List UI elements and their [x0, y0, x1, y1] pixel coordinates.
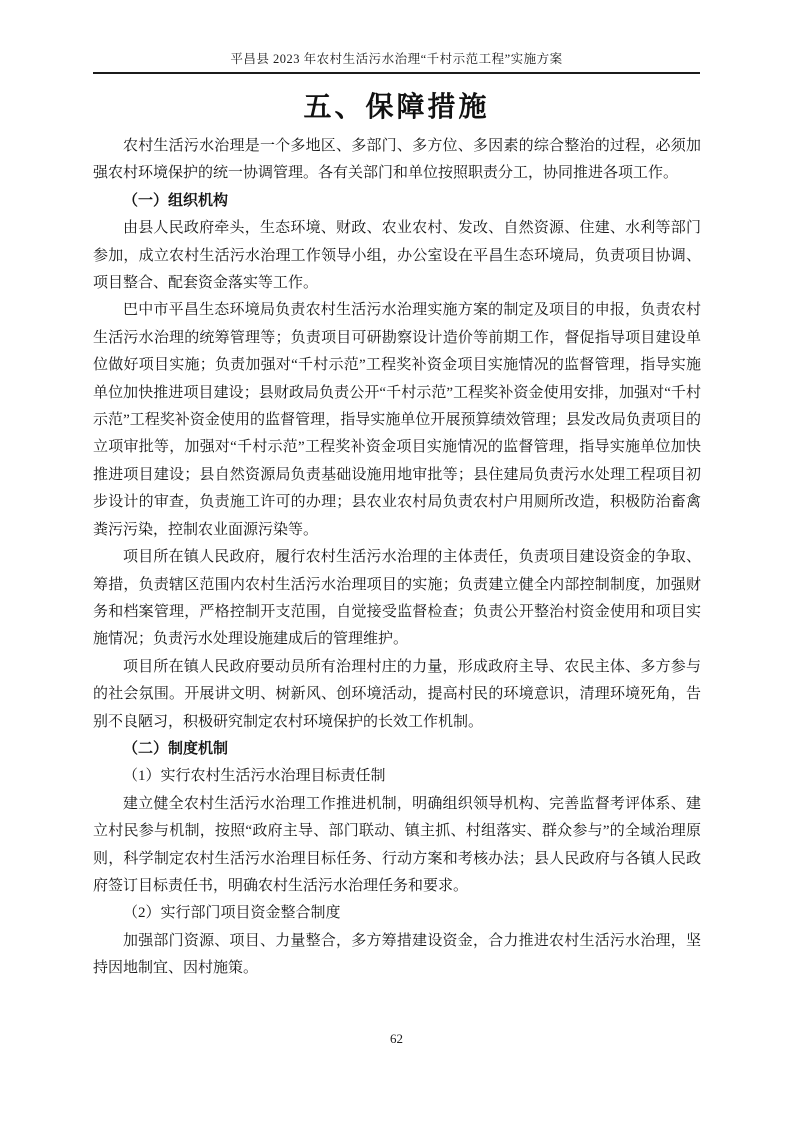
body-paragraph: 项目所在镇人民政府要动员所有治理村庄的力量，形成政府主导、农民主体、多方参与的社会氛围。开展讲文明、树新风、创环境活动，提高村民的环境意识，清理环境死角，告别不良陋习，积极研究制定农村环境保护的长效工作机制。 — [93, 658, 701, 730]
header-title: 平昌县 2023 年农村生活污水治理“千村示范工程”实施方案 — [230, 52, 563, 66]
numbered-heading: （1）实行农村生活污水治理目标责任制 — [123, 768, 386, 785]
body-paragraph: 建立健全农村生活污水治理工作推进机制，明确组织领导机构、完善监督考评体系、建立村民参与机制，按照“政府主导、部门联动、镇主抓、村组落实、群众参与”的全域治理原则，科学制定农村生活污水治理目标任务、行动方案和考核办法；县人民政府与各镇人民政府签订目标责任书，明确农村生活污水治理任务和要求。 — [93, 795, 701, 894]
section-heading: （一）组织机构 — [123, 192, 229, 209]
body-paragraph: 巴中市平昌生态环境局负责农村生活污水治理实施方案的制定及项目的申报，负责农村生活污水治理的统筹管理等；负责项目可研勘察设计造价等前期工作，督促指导项目建设单位做好项目实施；负责加强对“千村示范”工程奖补资金项目实施情况的监督管理，指导实施单位加快推进项目建设；县财政局负责公开“千村示范”工程奖补资金使用安排，加强对“千村示范”工程奖补资金使用的监督管理，指导实施单位开展预算绩效管理；县发改局负责项目的立项审批等，加强对“千村示范”工程奖补资金项目实施情况的监督管理，指导实施单位加快推进项目建设；县自然资源局负责基础设施用地审批等；县住建局负责污水处理工程项目初步设计的审查，负责施工许可的办理；县农业农村局负责农村户用厕所改造，积极防治畜禽粪污污染，控制农业面源污染等。 — [93, 302, 701, 538]
body-paragraph: 加强部门资源、项目、力量整合，多方筹措建设资金，合力推进农村生活污水治理，坚持因地制宜、因村施策。 — [93, 932, 701, 977]
section-heading: （二）制度机制 — [123, 740, 229, 757]
document-body — [93, 133, 701, 983]
page-footer — [0, 1030, 793, 1048]
body-paragraph: 农村生活污水治理是一个多地区、多部门、多方位、多因素的综合整治的过程，必须加强农村环境保护的统一协调管理。各有关部门和单位按照职责分工，协同推进各项工作。 — [93, 138, 701, 182]
numbered-heading: （2）实行部门项目资金整合制度 — [123, 905, 341, 922]
body-paragraph: 由县人民政府牵头，生态环境、财政、农业农村、发改、自然资源、住建、水利等部门参加，成立农村生活污水治理工作领导小组，办公室设在平昌生态环境局，负责项目协调、项目整合、配套资金落实等工作。 — [93, 220, 701, 292]
page-header — [93, 49, 700, 74]
body-paragraph: 项目所在镇人民政府，履行农村生活污水治理的主体责任，负责项目建设资金的争取、筹措，负责辖区范围内农村生活污水治理项目的实施；负责建立健全内部控制制度，加强财务和档案管理，严格控制开支范围，自觉接受监督检查；负责公开整治村资金使用和项目实施情况；负责污水处理设施建成后的管理维护。 — [93, 549, 701, 648]
page-title: 五、保障措施 — [303, 92, 490, 123]
page-number: 62 — [390, 1031, 403, 1046]
